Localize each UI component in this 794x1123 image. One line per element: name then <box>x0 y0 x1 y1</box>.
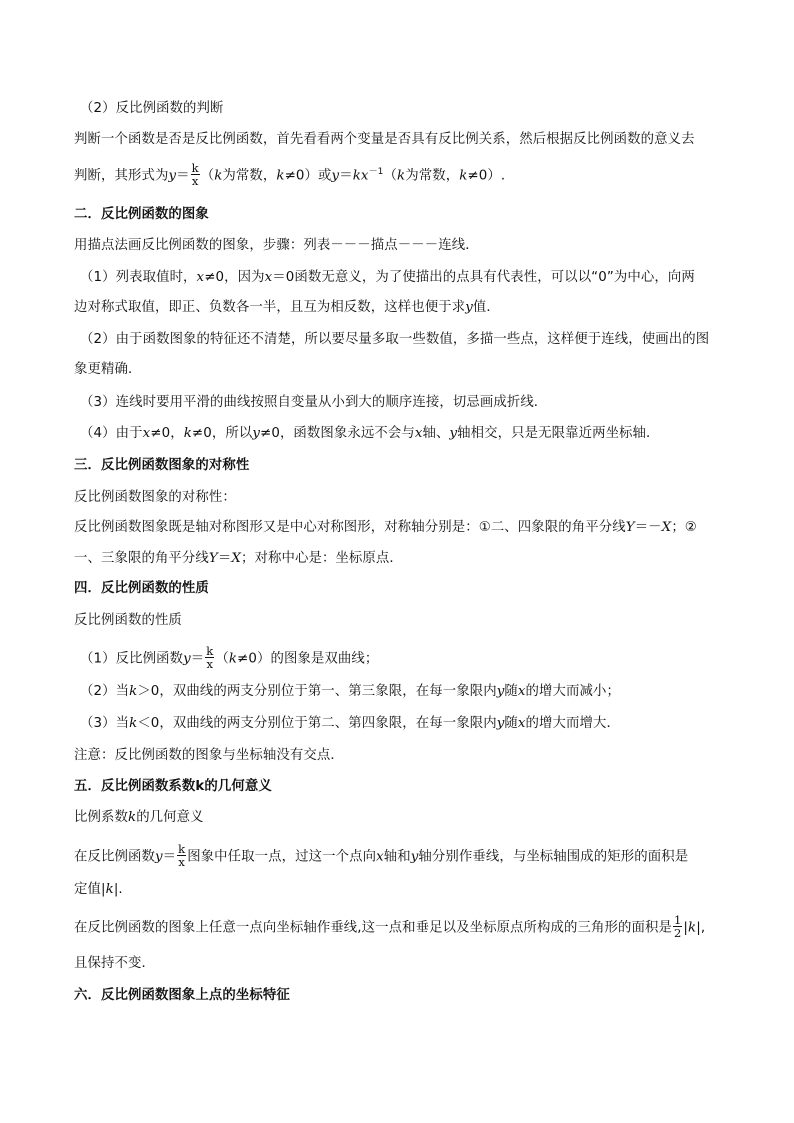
text: ；② <box>671 520 697 535</box>
text: 值． <box>472 300 500 315</box>
heading-text: 三．反比例函数图象的对称性 <box>74 458 250 473</box>
text: ＞0，双曲线的两支分别位于第一、第三象限，在每一象限内 <box>137 684 497 699</box>
text: 注意：反比例函数的图象与坐标轴没有交点． <box>74 748 344 763</box>
text: （2）由于函数图象的特征还不清楚，所以要尽量多取一些数值，多描一些点，这样便于连线，使画出的图 <box>80 332 710 347</box>
var-x: x <box>142 426 151 441</box>
section-heading-geometric-meaning <box>74 778 272 796</box>
text: （2）当 <box>80 684 130 699</box>
paragraph-line <box>80 683 620 701</box>
heading-text: 六．反比例函数图象上点的坐标特征 <box>74 988 290 1003</box>
text: 定值| <box>74 882 106 897</box>
text: 在反比例函数的图象上任意一点向坐标轴作垂线,这一点和垂足以及坐标原点所构成的三角形的面积是 <box>74 920 672 936</box>
var-x: x <box>376 849 384 865</box>
var-k: k <box>129 684 138 699</box>
paragraph-line <box>74 237 479 255</box>
var-y: y <box>449 426 458 441</box>
paragraph-line <box>74 550 403 568</box>
fraction-numerator: k <box>191 161 199 175</box>
paragraph-line <box>80 425 660 443</box>
paragraph-line-formula <box>74 163 505 188</box>
text: ≠0，因为 <box>204 270 265 285</box>
var-k: k <box>105 882 114 897</box>
text: | <box>683 920 688 936</box>
var-y: y <box>496 716 505 731</box>
text: ＝ <box>339 168 353 184</box>
text: 判断，其形式为 <box>74 168 169 184</box>
text: ＝ <box>190 651 205 667</box>
text: 反比例函数图象的对称性： <box>74 490 236 505</box>
heading-text: 二．反比例函数的图象 <box>74 207 209 222</box>
subheading-text: （2）反比例函数的判断 <box>80 101 224 116</box>
fraction-denominator: x <box>191 174 199 188</box>
text: 判断一个函数是否是反比例函数，首先看看两个变量是否具有反比例关系，然后根据反比例函数的意义去 <box>74 132 695 147</box>
var-y: y <box>465 300 473 315</box>
text: （ <box>215 651 229 667</box>
var-X: X <box>661 520 672 535</box>
var-y: y <box>252 426 260 441</box>
text: （1）反比例函数 <box>80 651 184 667</box>
var-y: y <box>154 849 163 865</box>
text: 边对称式取值，即正、负数各一半，且互为相反数，这样也便于求 <box>74 300 466 315</box>
paragraph-line <box>74 131 695 149</box>
text: 轴和 <box>383 849 411 865</box>
paragraph-line <box>74 955 155 973</box>
var-x: x <box>517 716 526 731</box>
fraction-one-half <box>673 914 682 939</box>
text: 为常数， <box>405 168 460 184</box>
note-line <box>74 747 344 765</box>
text: 图象中任取一点，过这一个点向 <box>187 849 377 865</box>
paragraph-line <box>74 612 182 630</box>
text: ＝0函数无意义，为了使描出的点具有代表性，可以以“0”为中心，向两 <box>272 270 695 285</box>
var-x: x <box>414 426 423 441</box>
fraction-numerator: k <box>178 842 186 856</box>
paragraph-line-formula <box>74 915 705 940</box>
text: 象更精确． <box>74 362 142 377</box>
text: 为常数， <box>222 168 277 184</box>
paragraph-line <box>74 299 500 317</box>
var-k: k <box>127 810 137 825</box>
text: ≠0，所以 <box>191 426 253 441</box>
text: ＝ <box>176 168 190 184</box>
text: |, <box>696 920 706 936</box>
paragraph-line <box>80 715 620 733</box>
text: 随 <box>504 684 518 699</box>
paragraph-line <box>74 881 123 899</box>
text: （4）由于 <box>80 426 143 441</box>
text: ＜0，双曲线的两支分别位于第二、第四象限，在每一象限内 <box>137 716 497 731</box>
var-x: x <box>196 270 205 285</box>
text: 一、三象限的角平分线 <box>74 551 209 566</box>
var-k: k <box>183 426 192 441</box>
text: 的增大而增大． <box>525 716 620 731</box>
var-y: y <box>168 168 177 184</box>
text: 在反比例函数 <box>74 849 155 865</box>
text: （ <box>200 168 215 184</box>
fraction-k-over-x <box>177 843 186 868</box>
text: 随 <box>504 716 518 731</box>
fraction-numerator: k <box>206 644 214 658</box>
text: 轴相交，只是无限靠近两坐标轴． <box>457 426 660 441</box>
var-y: y <box>496 684 505 699</box>
text: （ <box>383 168 397 184</box>
var-k: k <box>276 168 285 184</box>
fraction-denominator: x <box>178 855 185 869</box>
paragraph-line <box>74 361 141 379</box>
text: ≠0）. <box>467 168 506 184</box>
paragraph-line <box>74 809 204 827</box>
var-y: y <box>183 651 191 667</box>
var-Y: Y <box>208 551 218 566</box>
var-k: k <box>129 716 138 731</box>
subheading-judgement <box>80 100 224 118</box>
var-y: y <box>410 849 419 865</box>
fraction-denominator: x <box>206 657 214 671</box>
text: ≠0）或 <box>284 168 332 184</box>
text: 的几何意义 <box>136 810 204 825</box>
fraction-denominator: 2 <box>673 926 682 940</box>
var-Y: Y <box>625 520 635 535</box>
text: 反比例函数图象既是轴对称图形又是中心对称图形，对称轴分别是：①二、四象限的角平分线 <box>74 520 626 535</box>
fraction-numerator: 1 <box>673 913 682 927</box>
heading-text: 四．反比例函数的性质 <box>74 581 209 596</box>
var-k: k <box>459 168 468 184</box>
exponent: －1 <box>368 167 384 178</box>
paragraph-line-formula <box>74 844 688 869</box>
text: 用描点法画反比例函数的图象，步骤：列表－－－描点－－－连线． <box>74 238 479 253</box>
paragraph-line <box>74 519 697 537</box>
var-y: y <box>331 168 340 184</box>
text: （3）当 <box>80 716 130 731</box>
text: 且保持不变． <box>74 956 155 971</box>
text: ；对称中心是：坐标原点． <box>241 551 403 566</box>
fraction-k-over-x <box>205 645 214 670</box>
section-heading-coordinates <box>74 987 290 1005</box>
var-x: x <box>264 270 273 285</box>
paragraph-line <box>80 394 547 412</box>
text: ＝－ <box>634 520 662 535</box>
text: ≠0，函数图象永远不会与 <box>260 426 415 441</box>
text: （1）列表取值时， <box>80 270 197 285</box>
paragraph-line <box>80 269 695 287</box>
text: |. <box>113 882 123 897</box>
text: ＝ <box>162 849 177 865</box>
var-X: X <box>231 551 241 566</box>
text: 轴分别作垂线，与坐标轴围成的矩形的面积是 <box>418 849 689 865</box>
text: 比例系数 <box>74 810 128 825</box>
var-k: k <box>228 651 238 667</box>
paragraph-line <box>80 331 709 349</box>
var-k: k <box>214 168 223 184</box>
section-heading-graph <box>74 206 209 224</box>
var-k: k <box>688 920 697 936</box>
text: （3）连线时要用平滑的曲线按照自变量从小到大的顺序连接，切忌画成折线． <box>80 395 548 410</box>
var-kx: kx <box>352 168 369 184</box>
heading-text: 五．反比例函数系数k的几何意义 <box>74 779 272 794</box>
var-k: k <box>397 168 406 184</box>
fraction-k-over-x <box>191 162 200 187</box>
section-heading-properties <box>74 580 209 598</box>
text: 反比例函数的性质 <box>74 613 182 628</box>
text: ≠0， <box>150 426 184 441</box>
text: ＝ <box>217 551 232 566</box>
paragraph-line <box>74 489 236 507</box>
text: 的增大而减小； <box>525 684 620 699</box>
paragraph-line-formula <box>80 646 378 671</box>
text: ≠0）的图象是双曲线； <box>237 651 379 667</box>
var-x: x <box>517 684 526 699</box>
section-heading-symmetry <box>74 457 249 475</box>
text: 轴、 <box>422 426 450 441</box>
